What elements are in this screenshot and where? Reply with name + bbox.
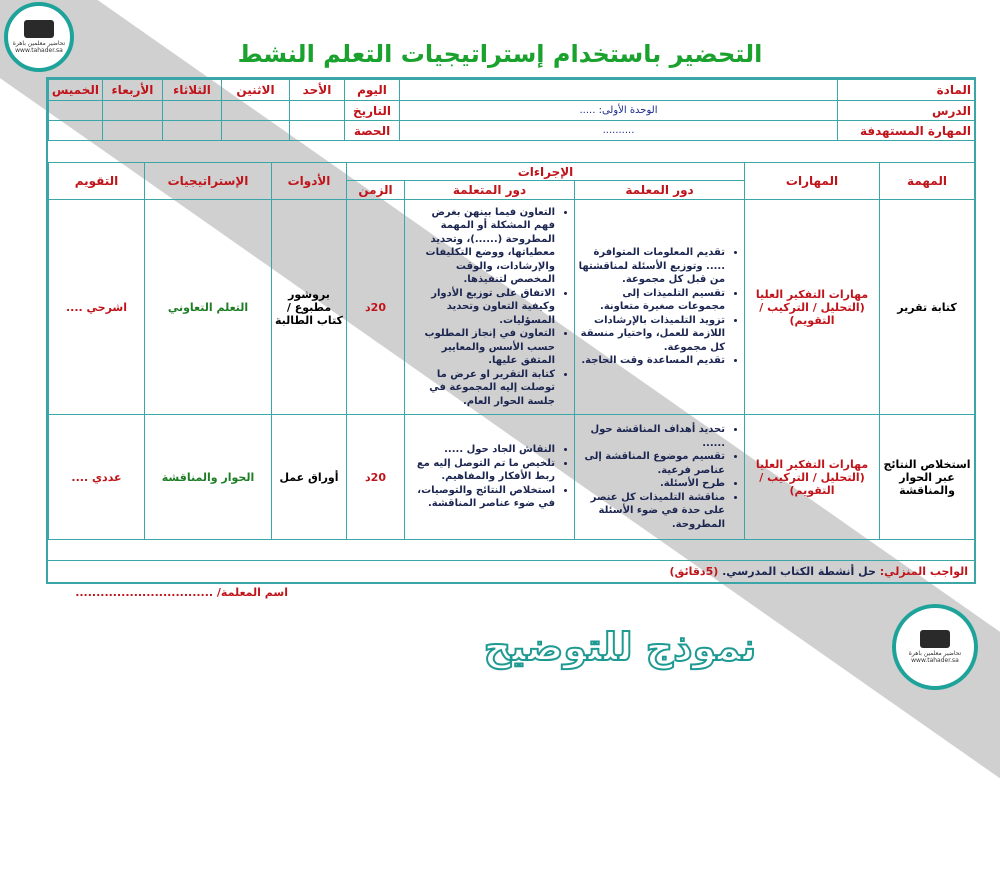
- table-row: [49, 415, 975, 540]
- skills-cell: مهارات التفكير العليا (التحليل / التركيب / التقويم): [745, 415, 880, 540]
- student-role-list: [408, 443, 571, 511]
- list-item: • تقديم المساعدة وقت الحاجة.: [578, 354, 725, 368]
- day-label: اليوم: [345, 80, 400, 101]
- teacher-role-list: [578, 423, 741, 531]
- list-item: • تقسيم موضوع المناقشة إلى عناصر فرعية.: [578, 450, 725, 477]
- header-student-role: دور المتعلمة: [405, 181, 575, 200]
- truck-icon: [24, 20, 54, 38]
- lesson-table: [48, 162, 975, 540]
- tools-cell: بروشور مطبوع / كتاب الطالبة: [272, 200, 347, 415]
- skill-label: المهارة المستهدفة: [838, 121, 975, 141]
- truck-icon: [920, 630, 950, 648]
- task-cell: كتابة تقرير: [880, 200, 975, 415]
- date-label: التاريخ: [345, 101, 400, 121]
- subject-label: المادة: [838, 80, 975, 101]
- info-table: [48, 79, 975, 141]
- strategy-cell: التعلم التعاوني: [145, 200, 272, 415]
- header-skills: المهارات: [745, 163, 880, 200]
- list-item: • الاتفاق على توزيع الأدوار وكيفية التعاون وتحديد المسؤليات.: [408, 287, 555, 328]
- student-role-list: [408, 206, 571, 409]
- day-thursday: الخميس: [49, 80, 103, 101]
- list-item: • مناقشة التلميذات كل عنصر على حدة في ضوء الأسئلة المطروحة.: [578, 491, 725, 532]
- teacher-role-list: [578, 246, 741, 368]
- homework-text: حل أنشطة الكتاب المدرسي.: [722, 565, 876, 578]
- list-item: • النقاش الجاد حول .....: [408, 443, 555, 457]
- list-item: • التعاون فيما بينهن بغرض فهم المشكلة أو المهمة المطروحة (......)، وتحديد معطياتها، ووضع التكليفات والإرشادات، والوقت المخصص لتنفيذها.: [408, 206, 555, 287]
- time-cell: 20د: [347, 415, 405, 540]
- time-cell: 20د: [347, 200, 405, 415]
- table-row: [49, 200, 975, 415]
- list-item: • تزويد التلميذات بالإرشادات اللازمة للعمل، واختيار منسقة كل مجموعة.: [578, 314, 725, 355]
- list-item: • تحديد أهداف المناقشة حول ......: [578, 423, 725, 450]
- strategy-cell: الحوار والمناقشة: [145, 415, 272, 540]
- day-tuesday: الثلاثاء: [163, 80, 222, 101]
- header-procedures: الإجراءات: [347, 163, 745, 181]
- homework-time: (5دقائق): [669, 565, 719, 578]
- list-item: • تلخيص ما تم التوصل إليه مع ربط الأفكار والمفاهيم.: [408, 457, 555, 484]
- list-item: • كتابة التقرير او عرض ما توصلت إليه المجموعة في جلسة الحوار العام.: [408, 368, 555, 409]
- homework-label: الواجب المنزلي:: [879, 565, 968, 578]
- evaluation-cell: عددي ....: [49, 415, 145, 540]
- list-item: • تقديم المعلومات المتوافرة ..... وتوزيع الأسئلة لمناقشتها من قبل كل مجموعة.: [578, 246, 725, 287]
- page-title: التحضير باستخدام إستراتيجيات التعلم النشط: [237, 40, 763, 68]
- day-sunday: الأحد: [290, 80, 345, 101]
- list-item: • استخلاص النتائج والتوصيات، في ضوء عناصر المناقشة.: [408, 484, 555, 511]
- day-monday: الاثنين: [222, 80, 290, 101]
- skills-cell: مهارات التفكير العليا (التحليل / التركيب / التقويم): [745, 200, 880, 415]
- list-item: • تقسيم التلميذات إلى مجموعات صغيرة متعاونة.: [578, 287, 725, 314]
- header-tools: الأدوات: [272, 163, 347, 200]
- period-label: الحصة: [345, 121, 400, 141]
- skill-value[interactable]: ..........: [400, 121, 838, 141]
- evaluation-cell: اشرحي ....: [49, 200, 145, 415]
- homework-row: [48, 560, 974, 582]
- lesson-label: الدرس: [838, 101, 975, 121]
- header-task: المهمة: [880, 163, 975, 200]
- header-evaluation: التقويم: [49, 163, 145, 200]
- logo-url: www.tahader.sa: [15, 47, 63, 54]
- header-teacher-role: دور المعلمة: [575, 181, 745, 200]
- list-item: • طرح الأسئلة.: [578, 477, 725, 491]
- task-cell: استخلاص النتائج عبر الحوار والمناقشة: [880, 415, 975, 540]
- logo-text: تحاضير معلمين باهرة: [908, 650, 962, 657]
- watermark-text: نموذج للتوضيح: [483, 625, 757, 669]
- teacher-name-field: اسم المعلمة/ .................................: [75, 586, 288, 599]
- logo-top: [4, 2, 74, 72]
- day-wednesday: الأربعاء: [103, 80, 163, 101]
- logo-bottom: [892, 604, 978, 690]
- tools-cell: أوراق عمل: [272, 415, 347, 540]
- list-item: • التعاون في إنجاز المطلوب حسب الأسس والمعايير المتفق عليها.: [408, 327, 555, 368]
- header-time: الزمن: [347, 181, 405, 200]
- subject-value[interactable]: [400, 80, 838, 101]
- lesson-value[interactable]: الوحدة الأولى: .....: [400, 101, 838, 121]
- logo-text: تحاضير معلمين باهرة: [12, 40, 66, 47]
- logo-url: www.tahader.sa: [911, 657, 959, 664]
- header-strategies: الإستراتيجيات: [145, 163, 272, 200]
